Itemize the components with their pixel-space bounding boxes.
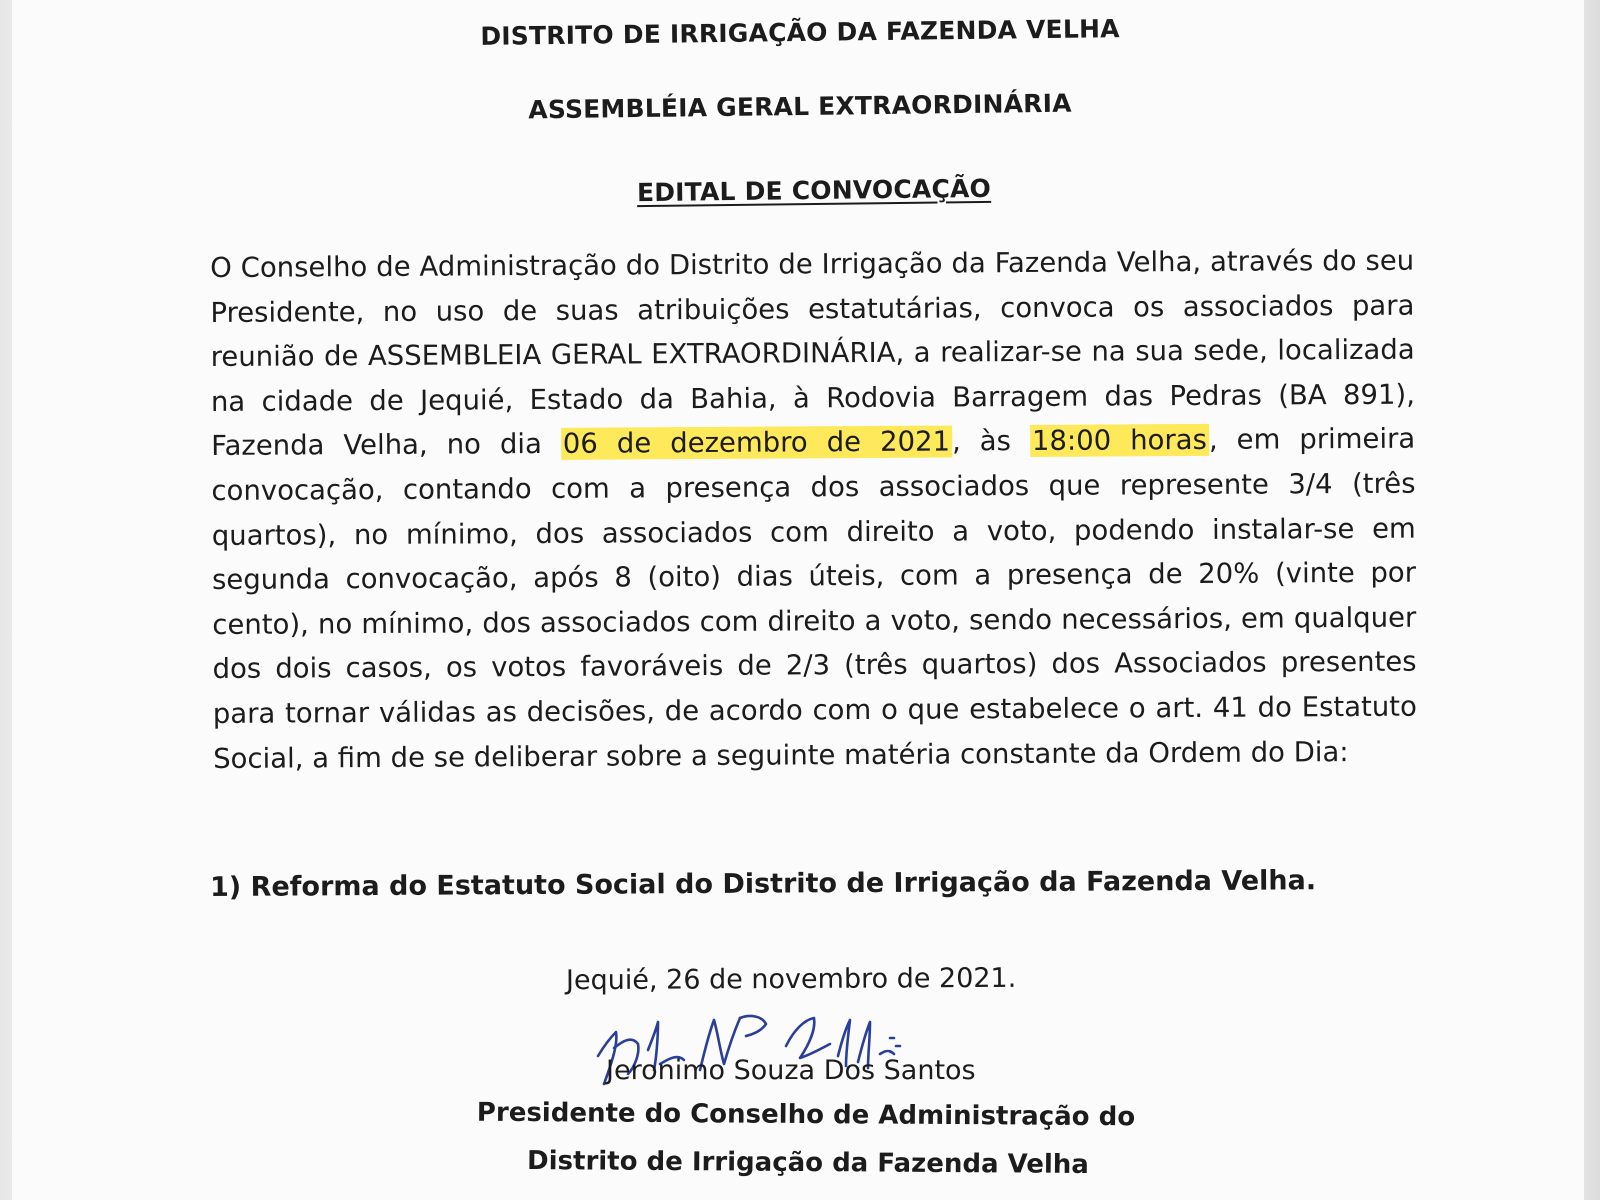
- signer-role-line2: Distrito de Irrigação da Fazenda Velha: [526, 1146, 1090, 1180]
- place-and-date: Jequié, 26 de novembro de 2021.: [565, 962, 1017, 997]
- header-assembly-type: ASSEMBLÉIA GERAL EXTRAORDINÁRIA: [528, 88, 1072, 125]
- notice-title-text: EDITAL DE CONVOCAÇÃO: [636, 173, 992, 208]
- header-organization: DISTRITO DE IRRIGAÇÃO DA FAZENDA VELHA: [480, 14, 1120, 51]
- meeting-date-highlight: 06 de dezembro de 2021: [562, 425, 951, 461]
- signer-role-line1: Presidente do Conselho de Administração do: [476, 1097, 1136, 1133]
- header-notice-title: [14, 166, 1600, 215]
- body-text-part3: , em primeira convocação, contando com a presença dos associados que represente 3/4 (três quartos), no mínimo, dos associados com direito a voto, podendo instalar-se em segunda convocação, após 8 (oito) dias úteis, com a presença de 20% (vinte por cento), no mínimo, dos associados com direito a voto, sendo necessários, em qualquer dos dois casos, os votos favoráveis de 2/3 (três quartos) dos Associados presentes para tornar válidas as decisões, de acordo com o que estabelece o art. 41 do Estatuto Social, a fim de se deliberar sobre a seguinte matéria constante da Ordem do Dia:: [211, 423, 1417, 775]
- body-paragraph: [210, 239, 1417, 781]
- meeting-time-highlight: 18:00 horas: [1031, 424, 1207, 458]
- signer-name: Jeronimo Souza Dos Santos: [606, 1055, 976, 1086]
- body-text-part2: , às: [951, 425, 1031, 458]
- agenda-item: 1) Reforma do Estatuto Social do Distrito de Irrigação da Fazenda Velha.: [210, 865, 1317, 903]
- body-text-part1: O Conselho de Administração do Distrito de Irrigação da Fazenda Velha, através do seu Presidente, no uso de suas atribuições estatutárias, convoca os associados para reunião de ASSEMBLEIA GERAL EXTRAORDINÁRIA, a realizar-se na sua sede, localizada na cidade de Jequié, Estado da Bahia, à Rodovia Barragem das Pedras (BA 891), Fazenda Velha, no dia: [210, 244, 1416, 463]
